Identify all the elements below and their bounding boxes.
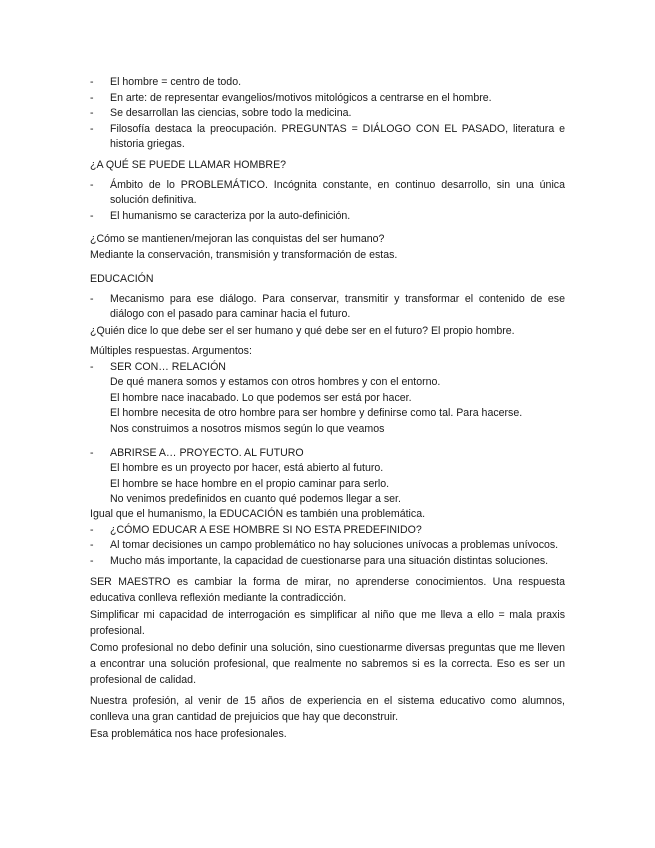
- argumentos-block: [90, 344, 565, 508]
- argument-title: - SER CON… RELACIÓN: [90, 360, 226, 373]
- question-text: ¿Cómo se mantienen/mejoran las conquistas del ser humano?: [90, 233, 385, 245]
- list-item: - Ámbito de lo PROBLEMÁTICO. Incógnita constante, en continuo desarrollo, sin una única solución definitiva.: [90, 178, 565, 207]
- argument-line: El hombre es un proyecto por hacer, está abierto al futuro.: [110, 462, 384, 475]
- argument-line: No venimos predefinidos en cuanto qué podemos llegar a ser.: [110, 493, 401, 506]
- section-heading: EDUCACIÓN: [90, 273, 154, 285]
- closing-block: [90, 575, 565, 743]
- igual-block: [90, 507, 565, 569]
- list-item: - Filosofía destaca la preocupación. PREGUNTAS = DIÁLOGO CON EL PASADO, literatura e historia griegas.: [90, 122, 565, 151]
- closing-paragraph: Esa problemática nos hace profesionales.: [90, 728, 287, 741]
- section-hombre: [90, 158, 565, 224]
- list-item: - En arte: de representar evangelios/motivos mitológicos a centrarse en el hombre.: [90, 91, 492, 104]
- list-item: - Al tomar decisiones un campo problemático no hay soluciones unívocas a problemas unívocos.: [90, 539, 559, 552]
- section-heading: ¿A QUÉ SE PUEDE LLAMAR HOMBRE?: [90, 159, 287, 171]
- argument-line: El hombre necesita de otro hombre para ser hombre y definirse como tal. Para hacerse.: [110, 407, 523, 420]
- list-item: - Se desarrollan las ciencias, sobre todo la medicina.: [90, 107, 352, 120]
- answer-text: Mediante la conservación, transmisión y transformación de estas.: [90, 248, 398, 261]
- igual-paragraph: Igual que el humanismo, la EDUCACIÓN es también una problemática.: [90, 508, 426, 520]
- argument-title: - ABRIRSE A… PROYECTO. AL FUTURO: [90, 446, 304, 459]
- list-item: - Mucho más importante, la capacidad de cuestionarse para una situación distintas soluciones.: [90, 554, 549, 567]
- quien-paragraph: ¿Quién dice lo que debe ser el ser humano y qué debe ser en el futuro? El propio hombre.: [90, 325, 515, 337]
- argumentos-intro: Múltiples respuestas. Argumentos:: [90, 345, 252, 357]
- list-item: - El hombre = centro de todo.: [90, 76, 242, 88]
- conquistas-block: [90, 232, 565, 263]
- closing-paragraph: Nuestra profesión, al venir de 15 años de experiencia en el sistema educativo como alumnos, conlleva una gran cantidad de prejuicios que hay que deconstruir.: [90, 695, 565, 723]
- argument-line: El hombre nace inacabado. Lo que podemos ser está por hacer.: [110, 391, 412, 404]
- argument-line: Nos construimos a nosotros mismos según lo que veamos: [110, 422, 385, 435]
- section-educacion: [90, 272, 565, 323]
- closing-paragraph: SER MAESTRO es cambiar la forma de mirar, no aprenderse conocimientos. Una respuesta educativa conlleva reflexión mediante la contradicción.: [90, 576, 565, 604]
- argument-line: De qué manera somos y estamos con otros hombres y con el entorno.: [110, 376, 441, 389]
- closing-paragraph: Como profesional no debo definir una solución, sino cuestionarme diversas preguntas que me lleven a encontrar una solución profesional, que realmente no sabremos si es la correcta. Eso es ser un profesional de calidad.: [90, 642, 565, 686]
- list-item: - ¿CÓMO EDUCAR A ESE HOMBRE SI NO ESTA PREDEFINIDO?: [90, 523, 422, 536]
- intro-list: [90, 75, 565, 153]
- closing-paragraph: Simplificar mi capacidad de interrogación es simplificar al niño que me lleva a ello = mala praxis profesional.: [90, 609, 565, 637]
- argument-line: El hombre se hace hombre en el propio caminar para serlo.: [110, 477, 390, 490]
- list-item: - Mecanismo para ese diálogo. Para conservar, transmitir y transformar el contenido de ese diálogo con el pasado para caminar hacia el futuro.: [90, 292, 565, 321]
- list-item: - El humanismo se caracteriza por la auto-definición.: [90, 209, 351, 222]
